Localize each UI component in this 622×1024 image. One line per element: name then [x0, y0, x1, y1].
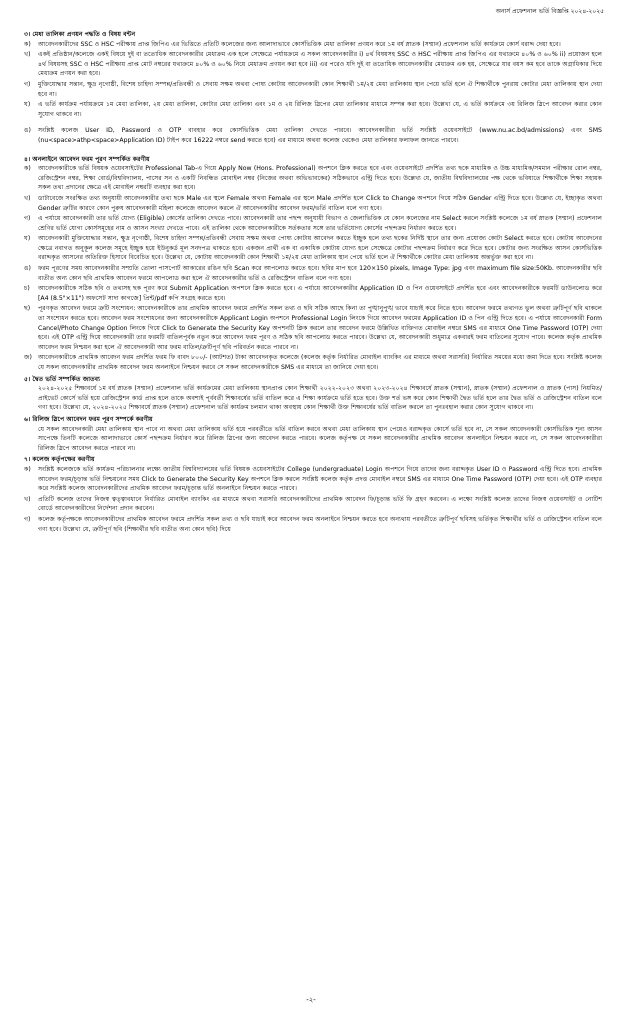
- list-item-text: প্রতিটি কলেজ তাদের নিজস্ব ত্বত্ত্বাবধানে নির্ধারিত মোবাইল ব্যাংকিং এর মাধ্যমে অথবা সরাসরি আবেদনকারীদের প্রাথমিক আবেদন ফি/চূড়ান্ত ভর্তি ফি গ্রহণ করবেন। এ লক্ষ্যে সংশ্লিষ্ট কলেজ তাদের নিজস্ব ওয়েবসাইট ও নোটিশ বোর্ডে আবেদনকারীদের নির্দেশনা প্রদান করবেন।: [38, 495, 602, 513]
- list-item-text: ডাটাবেজে সংরক্ষিত তথ্য অনুযায়ী আবেদনকারীর তথ্য ছকে Male এর স্থলে Female অথবা Female এর স্থলে Male প্রদর্শিত হলে Click to Change অপশনে গিয়ে সঠিক Gender এন্ট্রি দিতে হবে। উল্লেখ্য যে, ইচ্ছাকৃত অথবা Gender ত্রুটির কারণে কোন পুরুষ আবেদনকারী মহিলা কলেজে আবেদন করলে ঐ আবেদনকারীর আবেদন ফরম/ভর্তি বাতিল বলে গণ্য হবে।: [38, 194, 602, 212]
- list-item-marker: খ): [24, 51, 31, 59]
- list-item-marker: ছ): [24, 305, 31, 313]
- list-item-text: মুক্তিযোদ্ধার সন্তান, ক্ষুদ্র নৃগোষ্ঠী, বিশেষ চাহিদা সম্পন্ন/প্রতিবন্ধী ও সেবায় সক্ষম অথবা পোষ্য কোটায় আবেদনকারী কোন শিক্ষার্থী ১ম/২য় মেধা তালিকায় স্থান পেয়ে ভর্তি হলে ঐ শিক্ষার্থীকে পুনরায় কোটার মেধা তালিকায় স্থান দেয়া হবে না।: [38, 80, 602, 98]
- list-item-text: আবেদনকারীকে প্রাথমিক আবেদন ফরম প্রদর্শিত ফরম ফি বাবদ ৮০০/- (আটশত) টাকা আবেদনকৃত কলেজে (কলেজ কর্তৃক নির্ধারিত মোবাইল ব্যাংকিং এর মাধ্যমে অথবা সরাসরি) নির্ধারিত সময়ের মধ্যে জমা দিতে হবে। সংশ্লিষ্ট কলেজ যে সকল আবেদনকারীর প্রাথমিক আবেদন ফরম অনলাইনে নিশ্চয়ন করবে সে সকল আবেদনকারীকে SMS এর মাধ্যমে তা জানিয়ে দেয়া হবে।: [38, 354, 602, 371]
- list-item-marker: গ): [24, 215, 31, 223]
- list-item: [24, 50, 602, 79]
- list-item-marker: গ): [24, 80, 31, 88]
- list-item-marker: খ): [24, 495, 31, 503]
- list-item-marker: ক): [24, 165, 31, 173]
- list-item: [24, 304, 602, 352]
- list-item-marker: ঘ): [24, 235, 31, 243]
- header-note: অনার্স প্রফেশনাল ভর্তি বিজ্ঞপ্তি ২০২৪-২০২৫: [495, 8, 604, 15]
- list-item: [24, 465, 602, 494]
- list-item: [24, 214, 602, 233]
- section-heading: ৬। রিলিজ স্লিপে আবেদন ফরম পূরণ সম্পর্কে করণীয়: [24, 415, 153, 423]
- list-item-text: আবেদনকারীদের SSC ও HSC পরীক্ষায় প্রাপ্ত জিপিএ এর ভিত্তিতে প্রতিটি কলেজের জন্য আলাদাভাবে কোর্সভিত্তিক মেধা তালিকা প্রণয়ন করে ১ম বর্ষ স্নাতক (সম্মান) প্রফেশনাল ভর্তি কার্যক্রমে কোর্স বরাদ্দ দেয়া হবে।: [38, 40, 561, 48]
- list-item-marker: ঘ): [24, 101, 31, 109]
- list-item-text: কলেজ কর্তৃপক্ষকে আবেদনকারীদের প্রাথমিক আবেদন ফরমে প্রদর্শিত সকল তথ্য ও ছবি যাচাই করে আবেদন ফরম অনলাইনে নিশ্চয়ন করতে হবে অন্যথায় পরবর্তীতে ত্রুটিপূর্ণ ছবিসহ ভর্তিকৃত শিক্ষার্থীর ভর্তি ও রেজিস্ট্রেশন বাতিল বলে গণ্য হবে। উল্লেখ্য যে, ত্রুটিপূর্ণ ছবি (শিক্ষার্থীর ছবি ব্যতীত অন্য কোন ছবি) দিয়ে: [38, 515, 602, 533]
- list-item-text: এ পর্যায়ে আবেদনকারী তার ভর্তি যোগ্য (Eligible) কোর্সের তালিকা দেখতে পাবে। আবেদনকারী তার পছন্দ অনুযায়ী বিভাগ ও জেলাভিত্তিক যে কোন কলেজের নাম Select করলে সংশ্লিষ্ট কলেজে ১ম বর্ষ স্নাতক (সম্মান) প্রফেশনাল শ্রেণির ভর্তি যোগ্য কোর্সসমূহের নাম ও আসন সংখ্যা দেখতে পাবে। এই তালিকা থেকে আবেদনকারীকে সর্তকতার সঙ্গে তার ভর্তিযোগ্য কোর্সের পছন্দক্রম নির্ধারণ করতে হবে।: [38, 215, 602, 232]
- list-item-marker: ক): [24, 465, 31, 473]
- list-item-marker: চ): [24, 285, 30, 293]
- section-heading: ৪। অনলাইনে আবেদন ফরম পূরণ সম্পর্কিত করণীয়: [24, 155, 150, 163]
- list-item-text: আবেদনকারীকে ভর্তি বিষয়ক ওয়েবসাইটের Professional Tab-এ গিয়ে Apply Now (Hons. Professional) অপশনে ক্লিক করতে হবে এবং ওয়েবসাইটে প্রদর্শিত তথ্য ছকে মাধ্যমিক ও উচ্চ মাধ্যমিক/সমমান পরীক্ষার রোল নম্বর, রেজিস্ট্রেশন নম্বর, শিক্ষা বোর্ড/বিশ্ববিদ্যালয়, পাসের সন ও একটি নিবন্ধিত মোবাইল নম্বর (নিজের অথবা অভিভাবকের) সঠিকভাবে এন্ট্রি দিতে হবে। উল্লেখ্য যে, জাতীয় বিশ্ববিদ্যালয়ের পক্ষ থেকে ভবিষ্যতে শিক্ষার্থীকে শিক্ষা সহায়ক সকল তথ্য প্রদানের ক্ষেত্রে এই মোবাইল নম্বরটি ব্যবহার করা হবে।: [38, 165, 602, 192]
- list-item-text: আবেদনকারী মুক্তিযোদ্ধার সন্তান, ক্ষুদ্র নৃগোষ্ঠী, বিশেষ চাহিদা সম্পন্ন/প্রতিবন্ধী সেবায় সক্ষম অথবা পোষ্য কোটায় আবেদন করতে ইচ্ছুক হলে তথ্য ছকের নির্দিষ্ট স্থানে তার জন্য প্রযোজ্য কোটা Select করতে হবে। কোটায় আবেদনের ক্ষেত্রে নবাগত অনুকূল কলেজ সমূহে ইচ্ছুক হয়ে ইউনুকর্ড মূল সনদপত্র থাকতে হবে। একজন প্রার্থী এক বা একাধিক কোটায় যোগ্য হলে সেক্ষেত্রে কোটার পছন্দক্রম নির্ধারণ করে দিতে হবে। কোটার জন্য সংরক্ষিত আসন কোর্সভিত্তিক বরাদ্দকৃত আসনের অতিরিক্ত হিসাবে বিবেচিত হবে। উল্লেখ্য যে, কোটায় আবেদনকারী কোন শিক্ষার্থী ১ম/২য় মেধা তালিকায় স্থান পেয়ে ভর্তি হলে ঐ শিক্ষার্থীকে কোটার মেধা তালিকায় অন্তর্ভুক্ত করা হবে না।: [38, 235, 602, 262]
- list-item-marker: ঙ): [24, 265, 31, 273]
- list-item: [24, 80, 602, 99]
- section-heading: ৫। দ্বৈত ভর্তি সম্পর্কিত জাতব্য: [24, 375, 100, 383]
- list-item: [24, 515, 602, 534]
- list-item-text: এ ভর্তি কার্যক্রম পর্যায়ক্রমে ১ম মেধা তালিকা, ২য় মেধা তালিকা, কোটার মেধা তালিকা এবং ১ম ও ২য় রিলিজ স্লিপের মেধা তালিকার মাধ্যমে সম্পন্ন করা হবে। উল্লেখ্য যে, এ ভর্তি কার্যক্রমে ৩য় রিলিজ স্লিপে আবেদন করার কোন সুযোগ থাকবে না।: [38, 101, 602, 118]
- list-item-text: একই প্রতিষ্ঠান/কলেজে একই বিষয়ে দুই বা ততোধিক আবেদনকারীর মেধাক্রম এক হলে সেক্ষেত্রে পর্যায়ক্রমে এ সকল আবেদনকারীর i) ৪র্থ বিষয়সহ SSC ও HSC পরীক্ষায় প্রাপ্ত জিপিএ এর যথাক্রমে ৪০% ও ৬০% ii) প্রয়োজন হলে ৪র্থ বিষয়সহ SSC ও HSC পরীক্ষায় প্রাপ্ত মোট নম্বরের যথাক্রমে ৪০% ও ৬০% নিয়ে মেধাক্রম প্রণয়ন করা হবে iii) এর পরেও যদি দুই বা ততোধিক আবেদনকারীর মেধাক্রম এক হয়, সেক্ষেত্রে যার বয়স কম হবে তাকে অগ্রাধিকার দিয়ে মেধাক্রম প্রণয়ন করা হবে।: [38, 51, 602, 78]
- list-item-text: ফরম পূরণের সময় আবেদনকারীর সম্প্রতি তোলা পাসপোর্ট আকারের রঙিন ছবি Scan করে আপলোড করতে হবে। ছবির মাপ হবে 120×150 pixels, Image Type: jpg এবং maximum file size:50Kb. আবেদনকারীর ছবি ব্যতীত অন্য কোন ছবি প্রাথমিক আবেদন ফরমে আপলোড করা হলে ঐ আবেদনকারীর ভর্তি ও রেজিস্ট্রেশন বাতিল বলে গণ্য হবে।: [38, 265, 602, 282]
- list-item-marker: ঙ): [24, 127, 31, 135]
- list-item: [24, 264, 602, 283]
- list-item-marker: জ): [24, 354, 32, 362]
- paragraph: যে সকল আবেদনকারী মেধা তালিকায় স্থান পাবে না অথবা মেধা তালিকায় ভর্তি হয়ে পরবর্তীতে ভর্তি বাতিল করবে অথবা মেধা তালিকায় স্থান পেয়েও বরাদ্দকৃত কোর্সে ভর্তি হবে না, সে সকল আবেদনকারী কোর্সভিত্তিক শূন্য আসন সাপেক্ষে তিনটি কলেজে আলাদাভাবে কোর্স পছন্দক্রম নির্ধারণ করে রিলিজ স্লিপের জন্য আবেদন করতে পারবে। কলেজ কর্তৃপক্ষ যে সকল আবেদনকারীর প্রাথমিক আবেদন অনলাইনে নিশ্চয়ন করবে না, সে সকল আবেদনকারীরা রিলিজ স্লিপে আবেদন করতে পারবে না।: [38, 425, 602, 452]
- section-heading: ৩। মেধা তালিকা প্রণয়ন পদ্ধতি ও বিষয় বন্টন: [24, 31, 136, 38]
- list-item: [24, 284, 602, 303]
- section-heading: ৭। কলেজ কর্তৃপক্ষের করণীয়: [24, 456, 95, 464]
- list-item: [24, 126, 602, 145]
- list-item: [24, 40, 602, 50]
- list-item: [24, 100, 602, 119]
- list-item: [24, 495, 602, 514]
- list-item: [24, 164, 602, 193]
- list-item-marker: খ): [24, 194, 31, 202]
- list-item: [24, 194, 602, 213]
- list-item-marker: ক): [24, 40, 31, 48]
- list-item-text: সংশ্লিষ্ট কলেজকে ভর্তি কার্যক্রম পরিচালনার লক্ষ্যে জাতীয় বিশ্ববিদ্যালয়ের ভর্তি বিষয়ক ওয়েবসাইটের College (undergraduate) Login অপশনে গিয়ে তাদের জন্য বরাদ্দকৃত User ID ও Password এন্ট্রি দিতে হবে। প্রাথমিক আবেদন ফরম/চূড়ান্ত ভর্তি নিশ্চয়নের সময় Click to Generate the Security Key অপশনে ক্লিক করলে সংশ্লিষ্ট কলেজ কর্তৃক প্রদত্ত মোবাইল নম্বরে SMS এর মাধ্যমে One Time Password (OTP) দেয়া হবে। এই OTP ব্যবহার করে সংশ্লিষ্ট কলেজ আবেদনকারীদের প্রাথমিক আবেদন ফরম/চূড়ান্ত ভর্তি অনলাইনে নিশ্চয়ন করতে পারবে।: [38, 465, 602, 493]
- section-gap: [24, 147, 602, 153]
- paragraph: ২০২৪-২০২৫ শিক্ষাবর্ষে ১ম বর্ষ স্নাতক (সম্মান) প্রফেশনাল ভর্তি কার্যক্রমের মেধা তালিকায় স্থানপ্রাপ্ত কোন শিক্ষার্থী ২০২২-২০২৩ অথবা ২০২৩-২০২৪ শিক্ষাবর্ষে স্নাতক (সম্মান), স্নাতক (সম্মান) প্রফেশনাল ও স্নাতক (পাস) নিয়মিত/প্রাইভেট কোর্সে ভর্তি হয়ে রেজিস্ট্রেশন কার্ড প্রাপ্ত হলে তাকে অবশ্যই পূর্ববর্তী শিক্ষাবর্ষের ভর্তি বাতিল করে এ শিক্ষা কার্যক্রমে ভর্তি হতে হবে। উক্ত শর্ত ভঙ্গ করে কোন শিক্ষার্থী দ্বৈত ভর্তি হলে তার দ্বৈত ভর্তি ও রেজিস্ট্রেশন বাতিল বলে গণ্য হবে। উল্লেখ্য যে, ২০২৪-২০২৫ শিক্ষাবর্ষে স্নাতক (সম্মান) প্রফেশনাল ভর্তি কার্যক্রম চলমান থাকা অবস্থায় কোন শিক্ষার্থী উক্ত শিক্ষাবর্ষের ভর্তি বাতিল করলে তা পুনঃবহাল করার কোন সুযোগ থাকবে না।: [38, 385, 602, 412]
- document-body: [24, 28, 602, 535]
- list-item: [24, 234, 602, 263]
- list-item-text: পূরণকৃত আবেদন ফরমে ত্রুটি সংশোধন: আবেদনকারীকে তার প্রাথমিক আবেদন ফরমে প্রদর্শিত সকল তথ্য ও ছবি সঠিক আছে কিনা তা পুঙ্খানুপুঙ্খ ভাবে যাচাই করে নিতে হবে। আবেদন ফরমে তথ্যগত ভুল অথবা ত্রুটিপূর্ণ ছবি থাকলে তা সংশোধন করতে হবে। আবেদন ফরম সংশোধনের জন্য আবেদনকারীকে Applicant Login অপশনে Professional Login লিংকে গিয়ে আবেদন ফরমের Application ID ও পিন এন্ট্রি দিতে হবে। এ পর্যায়ে আবেদনকারী Form Cancel/Photo Change Option লিংকে গিয়ে Click to Generate the Security Key অপশনটি ক্লিক করলে তার আবেদন ফরমে উল্লিখিত ব্যক্তিগত মোবাইল নম্বরে SMS এর মাধ্যমে One Time Password (OTP) দেয়া হবে। এই OTP এন্ট্রি দিয়ে আবেদনকারী তার ফরমটি বাতিলপূর্বক নতুন করে আবেদন ফরম পূরণ ও সঠিক ছবি আপলোড করতে পারবে। উল্লেখ্য যে, আবেদনকারী শুধুমাত্র একবারই ফরম বাতিলের সুযোগ পাবে। কলেজ কর্তৃক প্রাথমিক আবেদন ফরম নিশ্চয়ন করা হলে ঐ আবেদনকারী আর ফরম বাতিল/ত্রুটিপূর্ণ ছবি পরিবর্তন করতে পারবে না।: [38, 305, 602, 351]
- list-item-text: আবেদনকারীকে সঠিক ছবি ও তথ্যসহ ছক পূরণ করে Submit Application অপশনে ক্লিক করতে হবে। এ পর্যায়ে আবেদনকারীর Application ID ও পিন ওয়েবসাইটে প্রদর্শিত হবে এবং আবেদনকারীকে ফরমটি ডাউনলোড করে [A4 (8.5"×11") অফসেট সাদা কাগজে] প্রিন্ট/pdf কপি সংগ্রহ করতে হবে।: [38, 285, 602, 302]
- list-item: [24, 353, 602, 372]
- page-number: -২-: [306, 996, 316, 1004]
- list-item-marker: গ): [24, 515, 31, 523]
- list-item-text: সংশ্লিষ্ট কলেজ User ID, Password ও OTP ব্যবহার করে কোর্সভিত্তিক মেধা তালিকা দেখতে পারবে। আবেদনকারীরা ভর্তি সংশ্লিষ্ট ওয়েবসাইটে (www.nu.ac.bd/admissions) এবং SMS (nu<space>athp<space>Application ID) টাইপ করে 16222 নম্বরে send করতে হবে) এর মাধ্যমে অথবা কলেজ থেকেও মেধা তালিকার ফলাফল জানতে পারবে।: [38, 127, 602, 144]
